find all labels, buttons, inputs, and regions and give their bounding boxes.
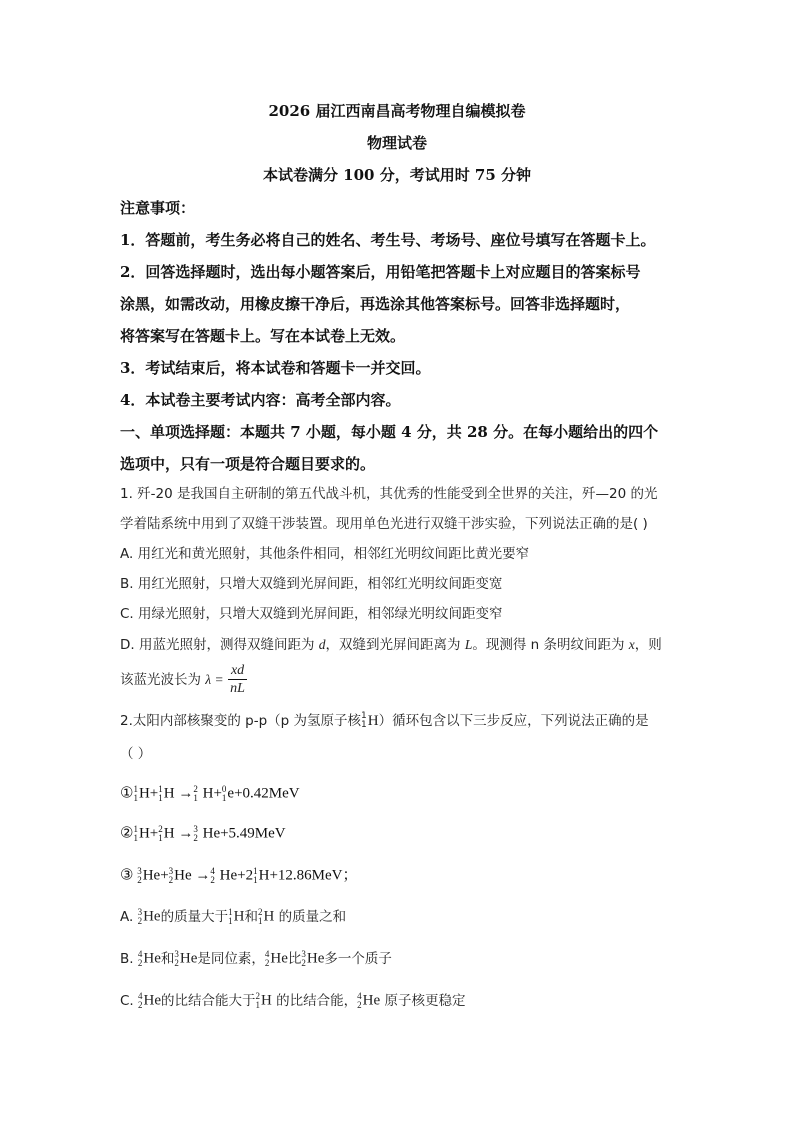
question-2-bracket: （ ）: [120, 746, 152, 762]
notes-heading: 注意事项：: [120, 199, 196, 217]
var-x: x: [628, 637, 635, 652]
var-d: d: [318, 637, 326, 652]
exam-subtitle: 物理试卷: [366, 134, 427, 152]
note-item: 2．回答选择题时，选出每小题答案后，用铅笔把答题卡上对应题目的答案标号: [120, 263, 641, 281]
question-1-stem: 学着陆系统中用到了双缝干涉装置。现用单色光进行双缝干涉实验，下列说法正确的是( ): [120, 516, 648, 532]
q2-text: ）循环包含以下三步反应，下列说法正确的是: [378, 713, 649, 729]
arrow-icon: →: [178, 825, 194, 842]
q2-text: 2.太阳内部核聚变的 p-p（p 为氢原子核: [120, 713, 362, 729]
note-item: 3．考试结束后，将本试卷和答题卡一并交回。: [120, 359, 431, 377]
reaction-1: ① 1 1 H+ 1 1 H → 2 1 H+ 0 1 e+0.42MeV: [120, 784, 300, 803]
question-1-option-d-formula: [120, 664, 247, 696]
option-d-text: ，双缝到光屏间距离为: [325, 637, 461, 653]
option-d-text: 该蓝光波长为: [120, 672, 201, 688]
var-L: L: [464, 637, 473, 652]
option-d-text: ，则: [634, 637, 662, 653]
option-d-text: 。现测得 n 条明纹间距为: [472, 637, 625, 653]
exam-title: 2026 届江西南昌高考物理自编模拟卷: [268, 102, 526, 120]
wavelength-fraction: [228, 664, 247, 696]
section-heading: 选项中，只有一项是符合题目要求的。: [120, 455, 376, 473]
option-d-text: D. 用蓝光照射，测得双缝间距为: [120, 637, 315, 653]
reaction-3: ③ 3 2 He+ 3 2 He → 4 2 He+2 1 1 H+12.86MeV；: [120, 866, 358, 885]
question-2-stem: [120, 712, 649, 730]
note-item: 将答案写在答题卡上。写在本试卷上无效。: [120, 327, 406, 345]
reaction-2: ② 1 1 H+ 2 1 H → 3 2 He+5.49MeV: [120, 824, 286, 843]
exam-info: 本试卷满分 100 分，考试用时 75 分钟: [262, 166, 532, 184]
nuclide-H1: 1 1 H: [361, 711, 379, 730]
question-1-option-a: A. 用红光和黄光照射，其他条件相同，相邻红光明纹间距比黄光要窄: [120, 546, 530, 562]
arrow-icon: →: [195, 867, 211, 884]
fraction-numerator: xd: [228, 664, 247, 680]
question-2-option-c: C. 4 2 He的比结合能大于 2 1 H 的比结合能， 4 2 He 原子核更稳定: [120, 991, 466, 1010]
question-1-option-d: [120, 638, 662, 653]
note-item: 1．答题前，考生务必将自己的姓名、考生号、考场号、座位号填写在答题卡上。: [120, 231, 656, 249]
question-1-option-b: B. 用红光照射，只增大双缝到光屏间距，相邻红光明纹间距变宽: [120, 576, 503, 592]
fraction-denominator: nL: [230, 681, 245, 696]
note-item: 4．本试卷主要考试内容：高考全部内容。: [120, 391, 401, 409]
lambda-symbol: λ =: [205, 672, 224, 687]
question-2-option-b: B. 4 2 He和 3 2 He是同位素， 4 2 He比 3 2 He多一个质子: [120, 949, 392, 968]
question-1-stem: 1. 歼-20 是我国自主研制的第五代战斗机，其优秀的性能受到全世界的关注，歼—20 的光: [120, 486, 658, 502]
note-item: 涂黑，如需改动，用橡皮擦干净后，再选涂其他答案标号。回答非选择题时，: [120, 295, 631, 313]
question-2-option-a: A. 3 2 He的质量大于 1 1 H和 2 1 H 的质量之和: [120, 907, 347, 926]
section-heading: 一、单项选择题：本题共 7 小题，每小题 4 分，共 28 分。在每小题给出的四个: [120, 423, 659, 441]
arrow-icon: →: [178, 785, 194, 802]
question-1-option-c: C. 用绿光照射，只增大双缝到光屏间距，相邻绿光明纹间距变窄: [120, 606, 503, 622]
